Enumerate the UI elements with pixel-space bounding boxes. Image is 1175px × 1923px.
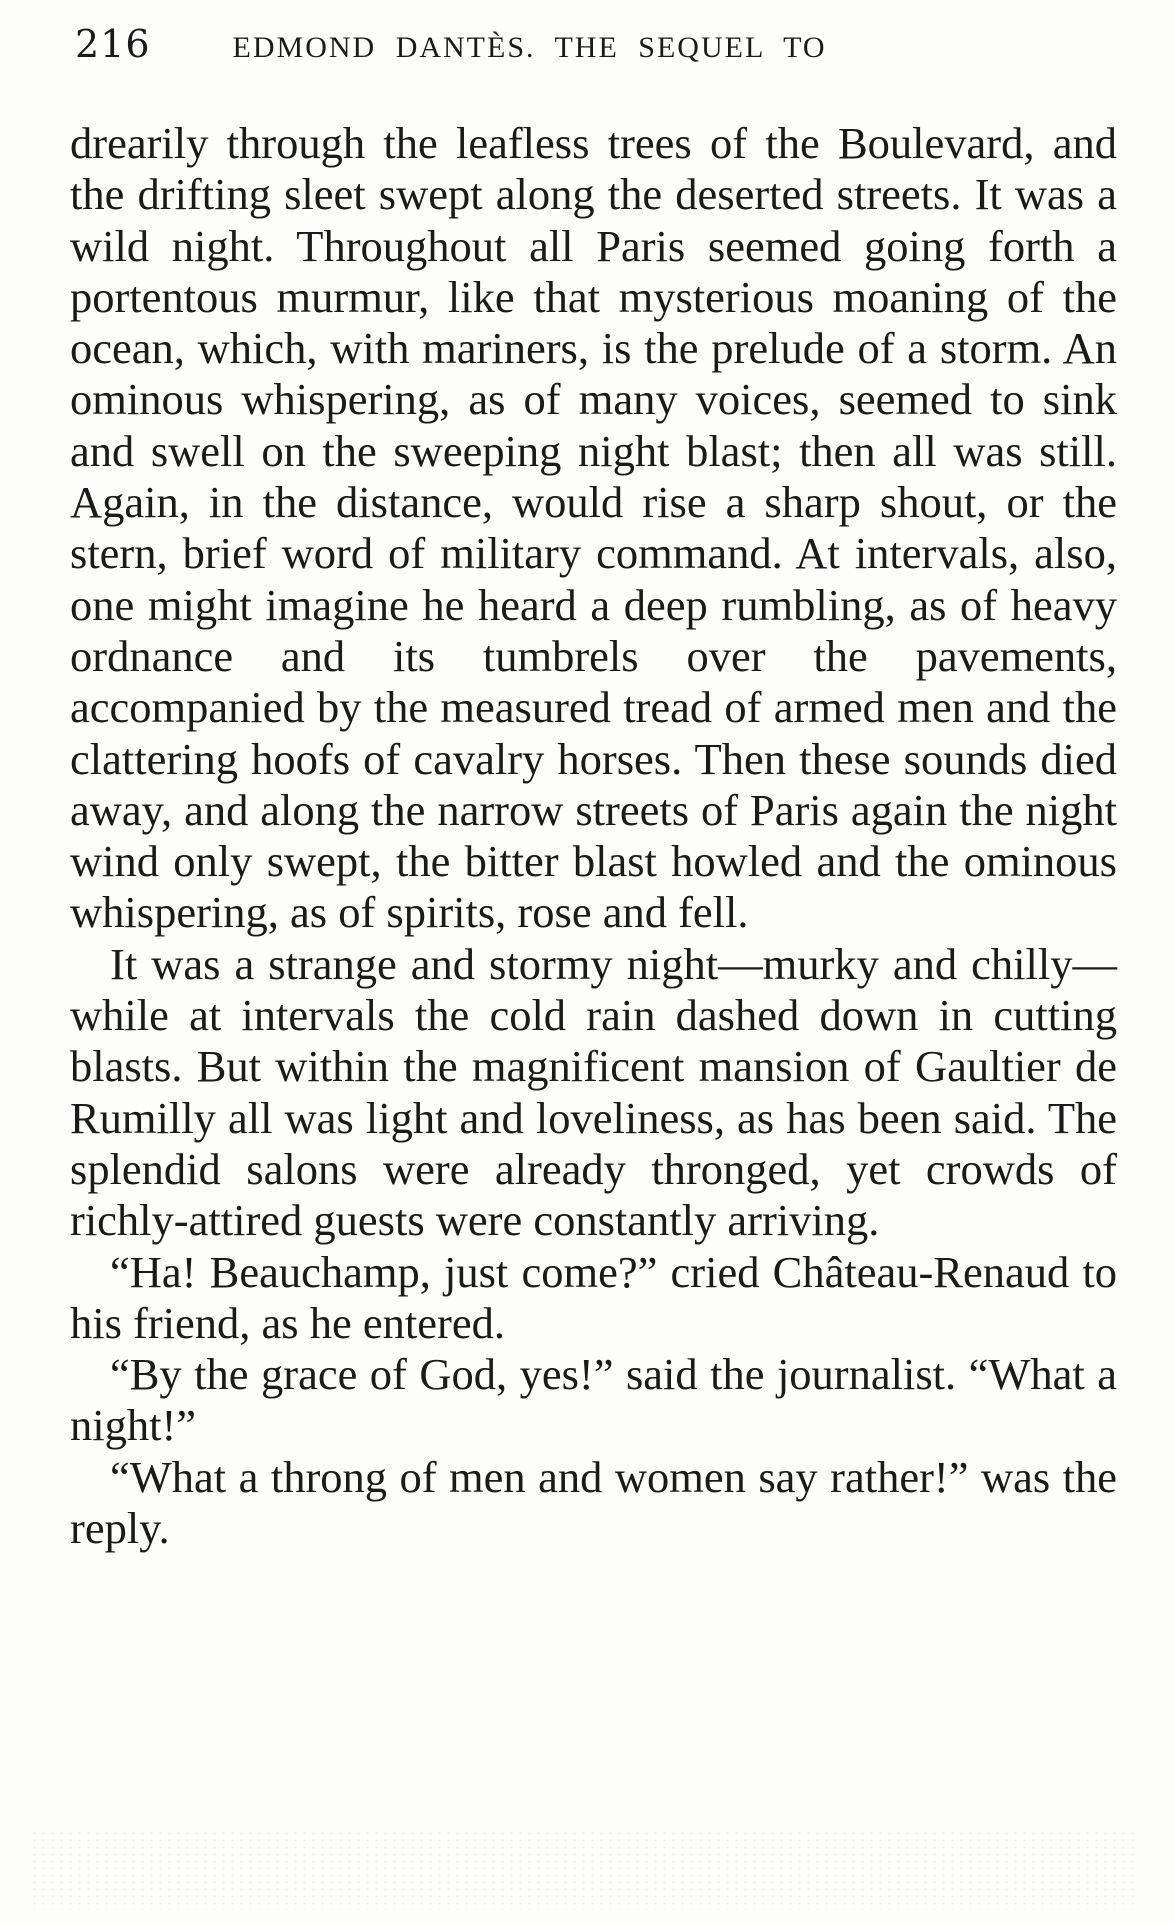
paragraph: “Ha! Beauchamp, just come?” cried Château-Renaud to his friend, as he entered. [70, 1246, 1117, 1348]
running-title: EDMOND DANTÈS. THE SEQUEL TO [232, 31, 827, 64]
page-number: 216 [75, 22, 151, 66]
body-text [70, 118, 1117, 1554]
paragraph-continued: drearily through the leafless trees of the Boulevard, and the drifting sleet swept along the deserted streets. It was a wild night. Throughout all Paris seemed going forth a portentous murmur, like that mysterious moaning of the ocean, which, with mariners, is the prelude of a storm. An ominous whispering, as of many voices, seemed to sink and swell on the sweeping night blast; then all was still. Again, in the distance, would rise a sharp shout, or the stern, brief word of military command. At intervals, also, one might imagine he heard a deep rumbling, as of heavy ordnance and its tumbrels over the pavements, accompanied by the measured tread of armed men and the clattering hoofs of cavalry horses. Then these sounds died away, and along the narrow streets of Paris again the night wind only swept, the bitter blast howled and the ominous whispering, as of spirits, rose and fell. [70, 118, 1117, 938]
paper-speckle [30, 1830, 1140, 1910]
paragraph: “By the grace of God, yes!” said the journalist. “What a night!” [70, 1349, 1117, 1451]
paragraph: It was a strange and stormy night—murky and chilly—while at intervals the cold rain dashed down in cutting blasts. But within the magnificent mansion of Gaultier de Rumilly all was light and loveliness, as has been said. The splendid salons were already thronged, yet crowds of richly-attired guests were constantly arriving. [70, 938, 1117, 1246]
paragraph: “What a throng of men and women say rather!” was the reply. [70, 1451, 1117, 1554]
running-head [75, 22, 1125, 82]
